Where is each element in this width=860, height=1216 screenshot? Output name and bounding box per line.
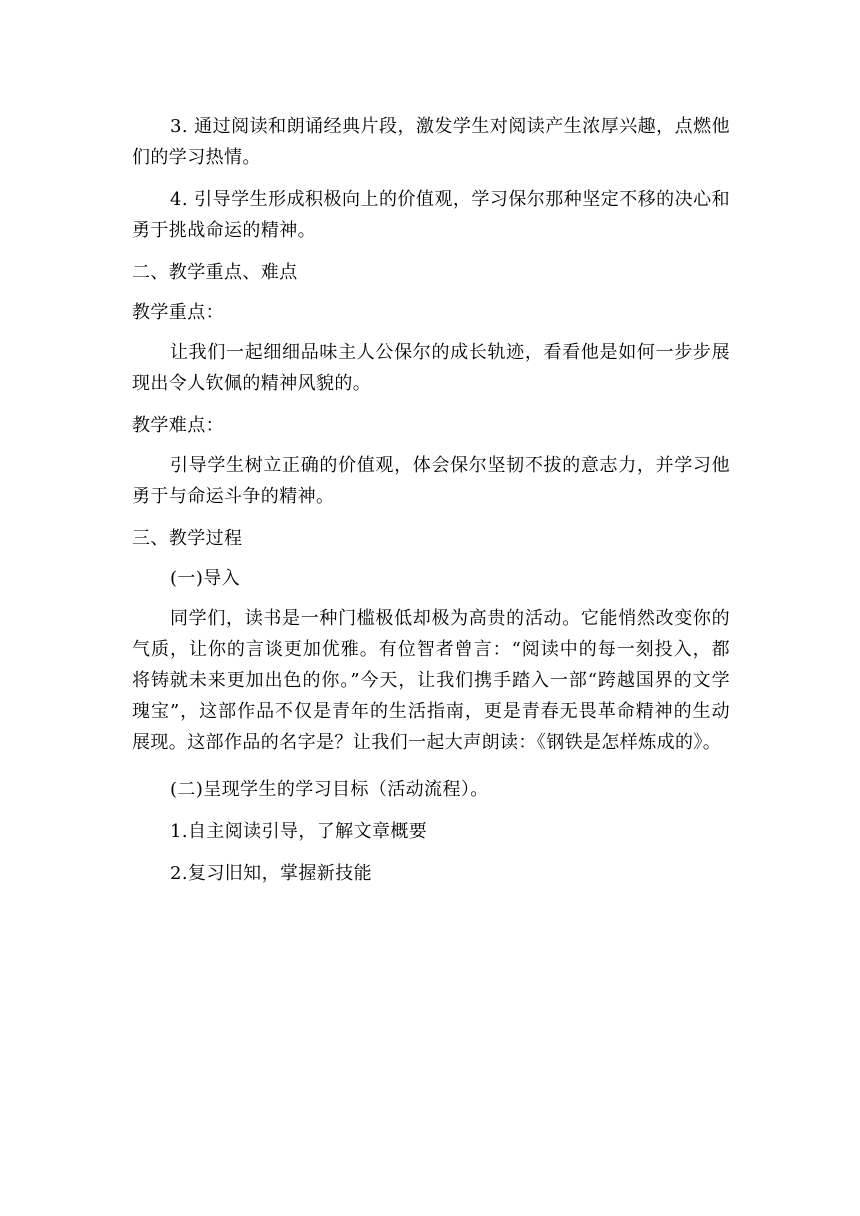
key-point-text: 让我们一起细细品味主人公保尔的成长轨迹，看看他是如何一步步展现出令人钦佩的精神风貌的。: [132, 342, 730, 394]
difficulty-text: 引导学生树立正确的价值观，体会保尔坚韧不拔的意志力，并学习他勇于与命运斗争的精神。: [132, 455, 730, 507]
section-3-heading: 三、教学过程: [132, 528, 243, 549]
step-1: 1.自主阅读引导，了解文章概要: [170, 821, 428, 842]
section-2-heading: 二、教学重点、难点: [132, 262, 298, 283]
key-point-label: 教学重点：: [132, 302, 224, 323]
objective-4: 4. 引导学生形成积极向上的价值观，学习保尔那种坚定不移的决心和勇于挑战命运的精神。: [132, 189, 730, 241]
objective-3: 3. 通过阅读和朗诵经典片段，激发学生对阅读产生浓厚兴趣，点燃他们的学习热情。: [132, 116, 730, 168]
document-body: [132, 111, 730, 894]
intro-paragraph: 同学们，读书是一种门槛极低却极为高贵的活动。它能悄然改变你的气质，让你的言谈更加优雅。有位智者曾言：“阅读中的每一刻投入，都将铸就未来更加出色的你。”今天，让我们携手踏入一部“跨越国界的文学瑰宝”，这部作品不仅是青年的生活指南，更是青春无畏革命精神的生动展现。这部作品的名字是？让我们一起大声朗读：《钢铁是怎样炼成的》。: [132, 608, 730, 753]
subsection-2-heading: (二)呈现学生的学习目标（活动流程）。: [170, 779, 489, 800]
difficulty-label: 教学难点：: [132, 415, 224, 436]
step-2: 2.复习旧知，掌握新技能: [170, 863, 372, 884]
subsection-1-heading: (一)导入: [170, 568, 241, 589]
